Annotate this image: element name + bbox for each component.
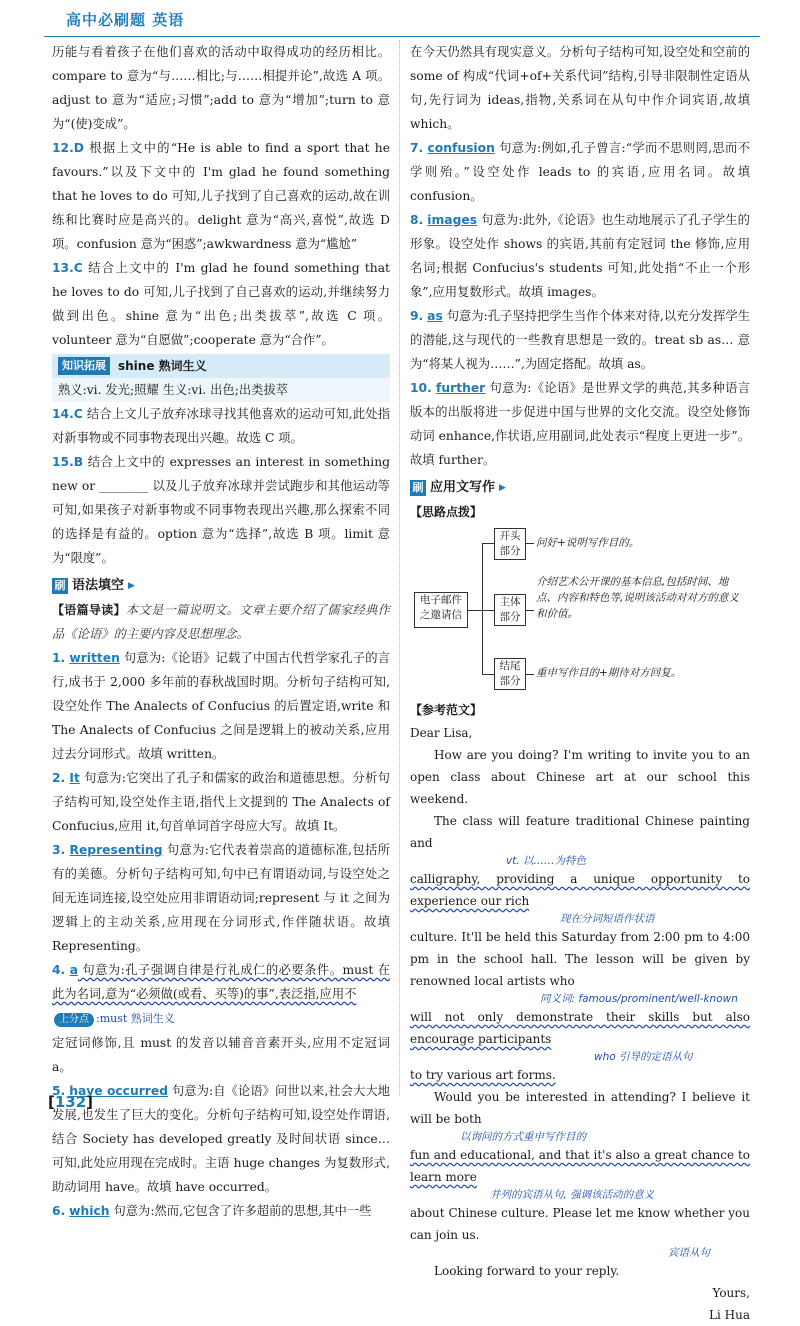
item-number: 2. — [52, 771, 66, 785]
item-number: 10. — [410, 381, 432, 395]
hint-label: 【思路点拨】 — [410, 505, 483, 519]
brush-icon: 刷 — [52, 578, 68, 594]
explanation: 句意为:它代表着崇高的道德标准,包括所有的美德。分析句子结构可知,句中已有谓语动词,与设空处之间无连词连接,设空处应用非谓语动词;represent 与 it 之间为逻辑上的主动关系,应用现在分词形式,作伴随状语。故填 Representing。 — [52, 843, 390, 953]
essay-note: 宾语从句 — [668, 1247, 710, 1259]
item-number: 1. — [52, 651, 66, 665]
explanation: 句意为:自《论语》问世以来,社会大大地发展,也发生了巨大的变化。分析句子结构可知,设空处作谓语,结合 Society has developed greatly 及时间状语 since… 可知,此处应用现在完成时。主语 huge changes 为复数形式,助动词用 have。故填 have occurred。 — [52, 1084, 390, 1194]
grammar-item-5 — [52, 1079, 390, 1199]
item-number: 13. — [52, 261, 74, 275]
answer-key: C — [73, 407, 83, 421]
item-number: 7. — [410, 141, 424, 155]
page-number-value: 132 — [54, 1093, 87, 1111]
essay-line: to try various art forms. — [410, 1068, 556, 1082]
connector — [482, 543, 494, 544]
header-rule — [44, 36, 760, 37]
essay-line: Would you be interested in attending? I believe it will be both — [410, 1090, 750, 1126]
section-grammar-heading — [52, 574, 390, 598]
triangle-icon: ▶ — [499, 483, 506, 493]
explanation: 句意为:然而,它包含了许多超前的思想,其中一些 — [109, 1204, 372, 1218]
mind-root: 电子邮件之邀请信 — [414, 592, 468, 628]
mind-text-ending: 重申写作目的+期待对方回复。 — [536, 667, 682, 679]
column-divider — [399, 40, 400, 1096]
answer-key: images — [427, 213, 478, 227]
mind-map — [410, 526, 750, 696]
connector — [526, 674, 534, 675]
item-number: 9. — [410, 309, 424, 323]
item-number: 3. — [52, 843, 66, 857]
answer-key: further — [436, 381, 486, 395]
header-title: 高中必刷题 英语 — [66, 11, 185, 29]
connector — [482, 610, 494, 611]
essay-line: The class will feature traditional Chinese painting and — [410, 814, 750, 850]
explanation: 结合上文儿子放弃冰球寻找其他喜欢的运动可知,此处指对新事物或不同事物表现出兴趣。故选 C 项。 — [52, 407, 390, 445]
explanation: 句意为:此外,《论语》也生动地展示了孔子学生的形象。设空处作 shows 的宾语,其前有定冠词 the 修饰,应用名词;根据 Confucius's students 可知,此处指“不止一个形象”,应用复数形式。故填 images。 — [410, 213, 750, 299]
explanation-cont: 定冠词修饰,且 must 的发音以辅音音素开头,应用不定冠词 a。 — [52, 1036, 390, 1074]
guide-label: 【语篇导读】 — [52, 603, 126, 617]
section-title: 语法填空 — [72, 578, 125, 593]
grammar-item-9 — [410, 304, 750, 376]
grammar-item-10 — [410, 376, 750, 472]
explanation: 句意为:孔子强调自律是行礼成仁的必要条件。must 在此为名词,意为“必须做(或看、买等)的事”,表泛指,应用不 — [52, 963, 390, 1001]
explanation: 句意为:例如,孔子曾言:“学而不思则罔,思而不学则殆。”设空处作 leads to 的宾语,应用名词。故填 confusion。 — [410, 141, 750, 203]
mind-branch-body: 主体部分 — [494, 594, 526, 626]
answer-key: have occurred — [69, 1084, 168, 1098]
essay-line: Looking forward to your reply. — [434, 1264, 620, 1278]
answer-key: which — [69, 1204, 110, 1218]
answer-item-13 — [52, 256, 390, 352]
essay-line: about Chinese culture. Please let me know whether you can join us. — [410, 1206, 750, 1242]
essay-note: 以询问的方式重申写作目的 — [460, 1131, 586, 1143]
item-number: 12. — [52, 141, 74, 155]
item-number: 14. — [52, 407, 74, 421]
score-point-badge: 上分点 — [54, 1013, 94, 1027]
answer-key: It — [69, 771, 80, 785]
page-header — [44, 4, 760, 38]
grammar-item-3 — [52, 838, 390, 958]
connector — [482, 674, 494, 675]
essay-note: vt. 以……为特色 — [506, 855, 587, 867]
explanation: 根据上文中的“He is able to find a sport that he favours.”以及下文中的 I'm glad he found something that he loves to do 可知,儿子找到了自己喜欢的运动,故在训练和比赛时应是高兴的。delight 意为“高兴,喜悦”,故选 D 项。confusion 意为“困惑”;awkwardness 意为“尴尬” — [52, 141, 390, 251]
essay-note: 现在分词短语作状语 — [560, 913, 655, 925]
brush-icon: 刷 — [410, 480, 426, 496]
knowledge-tag: 知识拓展 — [58, 357, 110, 375]
explanation: 句意为:《论语》记载了中国古代哲学家孔子的言行,成书于 2,000 多年前的春秋战国时期。分析句子结构可知,设空处作 The Analects of Confucius 的后置定语,write 和 The Analects of Confucius 之间是逻辑上的被动关系,应用过去分词形式。故填 written。 — [52, 651, 390, 761]
essay-note: 同义词: famous/prominent/well-known — [540, 993, 738, 1005]
grammar-item-4 — [52, 958, 390, 1079]
answer-item-12 — [52, 136, 390, 256]
page-number: [132] — [48, 1093, 94, 1111]
knowledge-box — [52, 354, 390, 378]
connector — [526, 610, 534, 611]
answer-key: a — [69, 963, 78, 977]
essay-line: culture. It'll be held this Saturday from 2:00 pm to 4:00 pm in the school hall. The lesson will be given by renowned local artists who — [410, 930, 750, 988]
item-number: 8. — [410, 213, 424, 227]
essay-greeting: Dear Lisa, — [410, 726, 473, 740]
answer-key: as — [427, 309, 443, 323]
section-writing-heading — [410, 476, 750, 500]
mind-branch-ending: 结尾部分 — [494, 658, 526, 690]
answer-key: B — [73, 455, 84, 469]
connector — [468, 610, 482, 611]
item-number: 15. — [52, 455, 74, 469]
grammar-item-1 — [52, 646, 390, 766]
mind-text-opening: 问好+说明写作目的。 — [536, 537, 640, 549]
answer-item-15 — [52, 450, 390, 570]
grammar-item-7 — [410, 136, 750, 208]
mind-text-body: 介绍艺术公开课的基本信息,包括时间、地点、内容和特色等,说明该活动对对方的意义和价值。 — [536, 576, 739, 620]
explanation: 句意为:它突出了孔子和儒家的政治和道德思想。分析句子结构可知,设空处作主语,指代上文提到的 The Analects of Confucius,应用 it,句首单词首字母应大写。故填 It。 — [52, 771, 390, 833]
essay-line: calligraphy, providing a unique opportunity to experience our rich — [410, 872, 750, 908]
continued-paragraph: 在今天仍然具有现实意义。分析句子结构可知,设空处和空前的 some of 构成“代词+of+关系代词”结构,引导非限制性定语从句,先行词为 ideas,指物,关系词在从句中作介词宾语,故填 which。 — [410, 45, 750, 131]
essay-note: 并列的宾语从句, 强调该活动的意义 — [490, 1189, 655, 1201]
explanation: 结合上文中的 I'm glad he found something that he loves to do 可知,儿子找到了自己喜欢的运动,并继续努力做到出色。shine 意为“出色;出类拔萃”,故选 C 项。volunteer 意为“自愿做”;cooperate 意为“合作”。 — [52, 261, 390, 347]
essay-line: will not only demonstrate their skills but also encourage participants — [410, 1010, 750, 1046]
essay-note: who 引导的定语从句 — [594, 1051, 693, 1063]
explanation: 句意为:《论语》是世界文学的典范,其多种语言版本的出版将进一步促进中国与世界的文化交流。设空处修饰动词 enhance,作状语,应用副词,此处表示“程度上更进一步”。故填 further。 — [410, 381, 750, 467]
intro-paragraph: 历能与看着孩子在他们喜欢的活动中取得成功的经历相比。compare to 意为“与……相比;与……相提并论”,故选 A 项。adjust to 意为“适应;习惯”;add to 意为“增加”;turn to 意为“(使)变成”。 — [52, 45, 390, 131]
mind-branch-opening: 开头部分 — [494, 528, 526, 560]
explanation: 句意为:孔子坚持把学生当作个体来对待,以充分发挥学生的潜能,这与现代的一些教育思想是一致的。treat sb as… 意为“将某人视为……”,为固定搭配。故填 as。 — [410, 309, 750, 371]
right-column — [410, 40, 750, 1326]
essay-closing: Yours, — [712, 1286, 750, 1300]
answer-key: C — [73, 261, 83, 275]
connector — [482, 543, 483, 674]
score-point-text: :must 熟词生义 — [96, 1012, 175, 1025]
item-number: 5. — [52, 1084, 66, 1098]
explanation: 结合上文中的 expresses an interest in something new or ________ 以及儿子放弃冰球并尝试跑步和其他运动等可知,如果孩子对新事物或不同事物表现出兴趣,那么探索不同的选择是有益的。option 意为“选择”,故选 B 项。limit 意为“限度”。 — [52, 455, 390, 565]
reference-label: 【参考范文】 — [410, 703, 483, 717]
section-title: 应用文写作 — [430, 480, 496, 495]
knowledge-line: 熟义:vi. 发光;照耀 生义:vi. 出色;出类拔萃 — [52, 378, 390, 402]
reading-guide — [52, 598, 390, 646]
connector — [526, 543, 534, 544]
answer-key: confusion — [427, 141, 495, 155]
answer-key: written — [69, 651, 120, 665]
item-number: 4. — [52, 963, 66, 977]
answer-key: D — [73, 141, 85, 155]
essay-line: How are you doing? I'm writing to invite you to an open class about Chinese art at our school this weekend. — [410, 748, 750, 806]
triangle-icon: ▶ — [128, 581, 135, 591]
grammar-item-2 — [52, 766, 390, 838]
item-number: 6. — [52, 1204, 66, 1218]
answer-key: Representing — [69, 843, 163, 857]
essay-line: fun and educational, and that it's also a great chance to learn more — [410, 1148, 750, 1184]
grammar-item-8 — [410, 208, 750, 304]
guide-text: 本文是一篇说明文。文章主要介绍了儒家经典作品《论语》的主要内容及思想理念。 — [52, 603, 390, 641]
reference-essay — [410, 722, 750, 1326]
answer-item-14 — [52, 402, 390, 450]
essay-signature: Li Hua — [709, 1308, 750, 1322]
left-column — [52, 40, 390, 1223]
knowledge-title: shine 熟词生义 — [118, 359, 207, 373]
grammar-item-6 — [52, 1199, 390, 1223]
